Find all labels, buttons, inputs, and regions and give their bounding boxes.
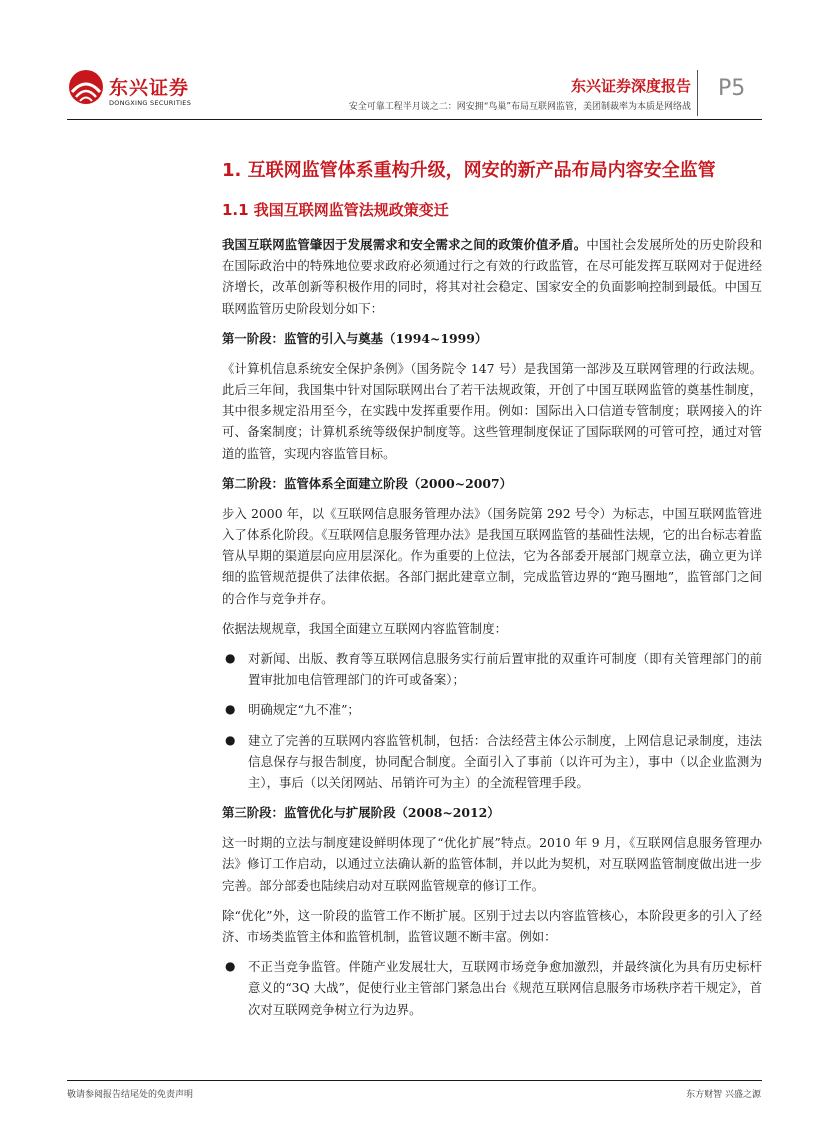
stage3-paragraph: 这一时期的立法与制度建设鲜明体现了“优化扩展”特点。2010 年 9 月，《互联网信息服务管理办法》修订工作启动，以通过立法确认新的监管体制，并以此为契机，对互联网监管制度做出进一步完善。部分部委也陆续启动对互联网监管规章的修订工作。 — [222, 835, 762, 893]
stage3-title: 第三阶段：监管优化与扩展阶段（2008~2012） — [222, 805, 500, 821]
intro-text: 中国社会发展所处的历史阶段和在国际政治中的特殊地位要求政府必须通过行之有效的行政监管，在尽可能发挥互联网对于促进经济增长，改革创新等积极作用的同时，将其对社会稳定、国家安全的负面影响控制到最低。中国互联网监管历史阶段划分如下： — [222, 237, 763, 316]
page-number: P5 — [718, 76, 746, 101]
bullet-icon: ● — [225, 959, 236, 974]
intro-paragraph — [222, 234, 762, 319]
list-item: ● 对新闻、出版、教育等互联网信息服务实行前后置审批的双重许可制度（即有关管理部门的前置审批加电信管理部门的许可或备案）； — [222, 648, 762, 690]
header-rule — [67, 119, 762, 120]
stage1-title: 第一阶段：监管的引入与奠基（1994~1999） — [222, 330, 488, 346]
stage2-bullet-list — [222, 648, 762, 793]
stage3-bullet-list — [222, 956, 762, 1020]
footer-slogan: 东方财智 兴盛之源 — [686, 1090, 761, 1100]
bullet-icon: ● — [225, 651, 236, 666]
stage2-paragraph: 步入 2000 年，以《互联网信息服务管理办法》（国务院第 292 号令）为标志，中国互联网监管进入了体系化阶段。《互联网信息服务管理办法》是我国互联网监管的基础性法规，它的出台标志着监管从早期的渠道层向应用层深化。作为重要的上位法，它为各部委开展部门规章立法，确立更为详细的监管规范提供了法律依据。各部门据此建章立制，完成监管边界的“跑马圈地”，监管部门之间的合作与竞争并存。 — [222, 505, 762, 606]
list-item: ● 建立了完善的互联网内容监管机制，包括：合法经营主体公示制度，上网信息记录制度，违法信息保存与报告制度，协同配合制度。全面引入了事前（以许可为主），事中（以企业监测为主），事后（以关闭网站、吊销许可为主）的全流程管理手段。 — [222, 730, 762, 794]
stage2-title: 第二阶段：监管体系全面建立阶段（2000~2007） — [222, 475, 512, 491]
stage3-paragraph-2: 除“优化”外，这一阶段的监管工作不断扩展。区别于过去以内容监管核心，本阶段更多的引入了经济、市场类监管主体和监管机制，监管议题不断丰富。例如： — [222, 907, 762, 945]
logo-text-cn: 东兴证券 — [109, 77, 190, 99]
bullet-icon: ● — [225, 702, 236, 717]
list-item: ● 明确规定“九不准”； — [222, 699, 762, 720]
footer-rule — [67, 1080, 762, 1081]
bullet-icon: ● — [225, 732, 236, 747]
list-item: ● 不正当竞争监管。伴随产业发展壮大，互联网市场竞争愈加激烈，并最终演化为具有历史标杆意义的“3Q 大战”，促使行业主管部门紧急出台《规范互联网信息服务市场秩序若干规定》，首次对互联网竞争树立行为边界。 — [222, 956, 762, 1020]
report-title: 东兴证券深度报告 — [570, 77, 691, 95]
company-logo — [67, 68, 202, 114]
report-subtitle: 安全可靠工程半月谈之二：网安拥“鸟巢”布局互联网监管，美团制裁率为本质是网络战 — [348, 102, 691, 112]
stage2-paragraph-2: 依据法规规章，我国全面建立互联网内容监管制度： — [222, 620, 507, 636]
header-separator — [697, 70, 698, 116]
subsection-heading: 1.1 我国互联网监管法规政策变迁 — [222, 201, 449, 219]
stage1-paragraph: 《计算机信息系统安全保护条例》（国务院令 147 号）是我国第一部涉及互联网管理的行政法规。此后三年间，我国集中针对国际联网出台了若干法规政策，开创了中国互联网监管的奠基性制度，其中很多规定沿用至今，在实践中发挥重要作用。例如：国际出入口信道专管制度；联网接入的许可、备案制度；计算机系统等级保护制度等。这些管理制度保证了国际联网的可管可控，通过对管道的监管，实现内容监管目标。 — [222, 360, 762, 461]
logo-text-en: DONGXING SECURITIES — [109, 99, 192, 107]
main-content — [222, 157, 762, 1029]
section-heading: 1. 互联网监管体系重构升级，网安的新产品布局内容安全监管 — [222, 160, 716, 181]
intro-bold-lead: 我国互联网监管肇因于发展需求和安全需求之间的政策价值矛盾。 — [222, 237, 587, 252]
logo-emblem-icon — [67, 68, 105, 106]
footer-disclaimer: 敬请参阅报告结尾处的免责声明 — [67, 1090, 194, 1100]
